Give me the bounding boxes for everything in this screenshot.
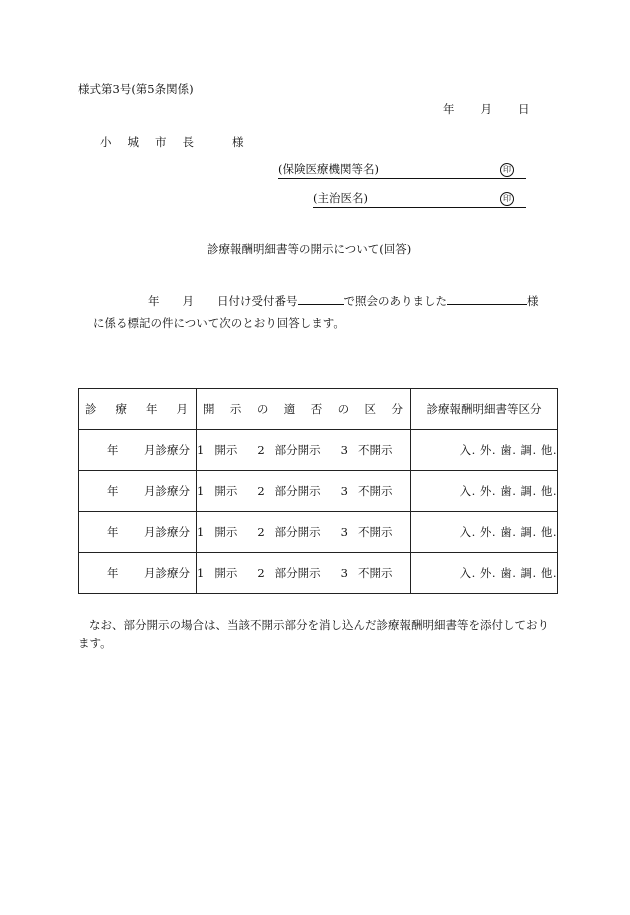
header-char: の bbox=[337, 402, 350, 416]
row-year: 年 bbox=[107, 443, 119, 457]
row-month: 月診療分 bbox=[144, 443, 190, 457]
addressee bbox=[100, 137, 244, 149]
kind-options: 入. 外. 歯. 調. 他. bbox=[411, 430, 558, 471]
seal-mark: 印 bbox=[500, 163, 514, 177]
institution-label: (保険医療機関等名) bbox=[278, 162, 379, 176]
header-char: の bbox=[256, 402, 269, 416]
header-char: 療 bbox=[115, 402, 127, 416]
header-char: 区 bbox=[364, 402, 377, 416]
doctor-label: (主治医名) bbox=[313, 191, 368, 205]
doctor-line bbox=[313, 193, 526, 208]
table-row bbox=[79, 430, 558, 471]
disclosure-options: 1 開示 2 部分開示 3 不開示 bbox=[197, 430, 411, 471]
header-char: 月 bbox=[176, 402, 188, 416]
body-honorific: 様 bbox=[527, 294, 539, 308]
table-row bbox=[79, 471, 558, 512]
date-day-label: 日 bbox=[518, 102, 530, 116]
form-number: 様式第3号(第5条関係) bbox=[78, 82, 194, 96]
body-month-label: 月 bbox=[182, 294, 194, 308]
seal-mark: 印 bbox=[500, 192, 514, 206]
table-header-row bbox=[79, 389, 558, 430]
patient-name-blank bbox=[447, 293, 527, 305]
disclosure-table bbox=[78, 388, 558, 594]
row-year: 年 bbox=[107, 484, 119, 498]
addressee-char: 長 bbox=[182, 135, 194, 149]
receipt-number-label: 日付け受付番号 bbox=[217, 294, 298, 308]
header-period bbox=[79, 389, 197, 430]
table-row bbox=[79, 553, 558, 594]
row-year: 年 bbox=[107, 525, 119, 539]
header-char: 開 bbox=[203, 402, 215, 416]
addressee-char: 市 bbox=[155, 135, 167, 149]
date-year-label: 年 bbox=[443, 102, 455, 116]
row-month: 月診療分 bbox=[144, 525, 190, 539]
note-paragraph: なお、部分開示の場合は、当該不開示部分を消し込んだ診療報酬明細書等を添付しております。 bbox=[78, 618, 549, 650]
reply-date bbox=[443, 104, 530, 116]
kind-options: 入. 外. 歯. 調. 他. bbox=[411, 553, 558, 594]
header-char: 年 bbox=[146, 402, 158, 416]
kind-options: 入. 外. 歯. 調. 他. bbox=[411, 471, 558, 512]
header-char: 適 bbox=[283, 402, 296, 416]
addressee-char: 城 bbox=[127, 135, 139, 149]
header-char: 分 bbox=[391, 402, 403, 416]
disclosure-options: 1 開示 2 部分開示 3 不開示 bbox=[197, 553, 411, 594]
body-line-1 bbox=[148, 293, 539, 308]
kind-options: 入. 外. 歯. 調. 他. bbox=[411, 512, 558, 553]
addressee-honorific: 様 bbox=[232, 135, 244, 149]
disclosure-options: 1 開示 2 部分開示 3 不開示 bbox=[197, 512, 411, 553]
header-char: 否 bbox=[310, 402, 323, 416]
header-disclosure bbox=[197, 389, 411, 430]
addressee-char: 小 bbox=[100, 135, 112, 149]
inquiry-text: で照会のありました bbox=[343, 294, 447, 308]
disclosure-options: 1 開示 2 部分開示 3 不開示 bbox=[197, 471, 411, 512]
row-year: 年 bbox=[107, 566, 119, 580]
document-title: 診療報酬明細書等の開示について(回答) bbox=[207, 242, 412, 256]
header-char: 示 bbox=[229, 402, 242, 416]
date-month-label: 月 bbox=[480, 102, 492, 116]
institution-line bbox=[278, 164, 526, 179]
body-line-2: に係る標記の件について次のとおり回答します。 bbox=[93, 316, 345, 330]
header-char: 診 bbox=[85, 402, 97, 416]
row-month: 月診療分 bbox=[144, 484, 190, 498]
table-row bbox=[79, 512, 558, 553]
row-month: 月診療分 bbox=[144, 566, 190, 580]
body-year-label: 年 bbox=[148, 294, 160, 308]
receipt-number-blank bbox=[298, 293, 344, 305]
header-kind: 診療報酬明細書等区分 bbox=[411, 389, 558, 430]
